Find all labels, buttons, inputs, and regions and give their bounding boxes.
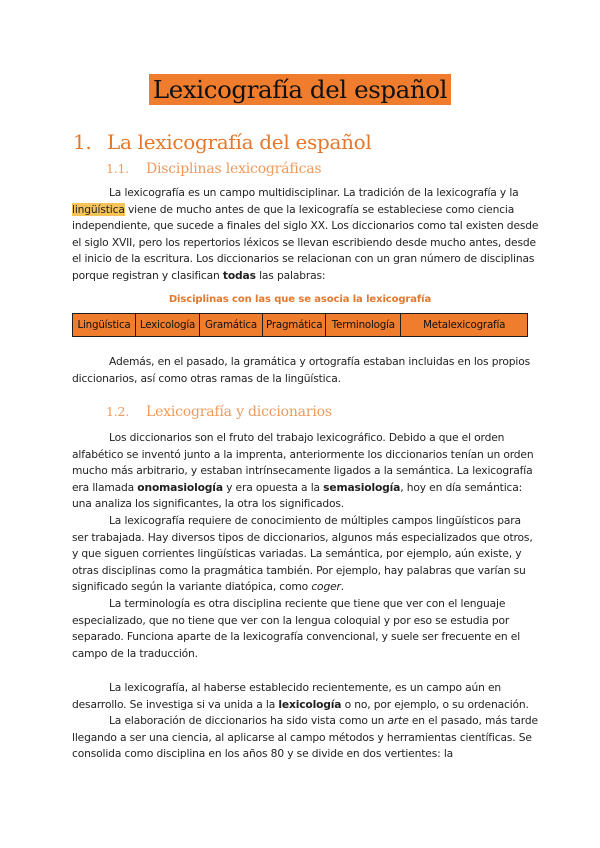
paragraph-3-text-a: Los diccionarios son el fruto del trabajo lexicográfico. Debido a que el orden alfabético se inventó junto a la imprenta, anteriormente los diccionarios tenían un orden mucho más arbitrario, y estaban intrínsecamente ligados a la semántica. La lexicografía era llamada xyxy=(72,431,534,494)
italic-term-arte: arte xyxy=(387,714,409,727)
table-cell: Terminología xyxy=(326,314,401,337)
table-row xyxy=(73,314,528,337)
bold-term-lexicologia: lexicología xyxy=(278,697,342,711)
table-cell: Metalexicografía xyxy=(401,314,528,337)
paragraph-4 xyxy=(72,513,540,596)
paragraph-6-text-a: La lexicografía, al haberse establecido recientemente, es un campo aún en desarrollo. Se investiga si va unida a la xyxy=(72,681,502,711)
subsection-heading-1 xyxy=(106,161,321,177)
paragraph-4-text-b: . xyxy=(340,580,344,594)
paragraph-7-text-a: La elaboración de diccionarios ha sido vista como un xyxy=(109,714,388,727)
subsection-number-2: 1.2. xyxy=(106,404,130,419)
table-caption: Disciplinas con las que se asocia la lexicografía xyxy=(168,294,432,305)
table-cell: Lingüística xyxy=(73,314,136,337)
subsection-title-2: Lexicografía y diccionarios xyxy=(146,404,332,420)
disciplines-table xyxy=(72,313,528,337)
paragraph-7 xyxy=(72,713,540,763)
italic-term-coger: coger xyxy=(311,580,341,594)
paragraph-1 xyxy=(72,185,540,285)
paragraph-2: Además, en el pasado, la gramática y ortografía estaban incluidas en los propios diccionarios, así como otras ramas de la lingüística. xyxy=(72,355,531,385)
paragraph-6 xyxy=(72,680,540,713)
bold-term-semasiologia: semasiología xyxy=(323,480,401,494)
paragraph-3 xyxy=(72,430,540,513)
page-title-wrap xyxy=(0,74,600,105)
paragraph-6-text-b: o no, por ejemplo, o su ordenación. xyxy=(341,697,529,711)
paragraph-1-text-c: las palabras: xyxy=(255,268,326,282)
subsection-title-1: Disciplinas lexicográficas xyxy=(146,161,322,177)
table-cell: Gramática xyxy=(200,314,263,337)
table-cell: Lexicología xyxy=(136,314,200,337)
subsection-number-1: 1.1. xyxy=(106,161,130,176)
page-title: Lexicografía del español xyxy=(149,74,451,105)
section-title: La lexicografía del español xyxy=(107,130,372,154)
paragraph-3-text-c: , hoy en día semántica: una analiza los significantes, la otra los significados. xyxy=(72,480,523,511)
bold-term-onomasiologia: onomasiología xyxy=(137,480,223,494)
subsection-heading-2 xyxy=(106,404,332,420)
paragraph-4-text-a: La lexicografía requiere de conocimiento de múltiples campos lingüísticos para ser trabajada. Hay diversos tipos de diccionarios, algunos más especializados que otros, y que siguen corrientes lingüísticas variadas. La semántica, por ejemplo, aún existe, y otras disciplinas como la pragmática también. Por ejemplo, hay palabras que varían su significado según la variante diatópica, como xyxy=(72,514,533,594)
section-number: 1. xyxy=(73,130,92,154)
highlighted-term: lingüística xyxy=(72,202,125,216)
section-heading xyxy=(73,130,372,154)
paragraph-5: La terminología es otra disciplina reciente que tiene que ver con el lenguaje especializado, que no tiene que ver con la lengua coloquial y por eso se estudia por separado. Funciona aparte de la lexicografía convencional, y suele ser frecuente en el campo de la traducción. xyxy=(72,597,521,660)
paragraph-1-text-b: viene de mucho antes de que la lexicografía se estableciese como ciencia independiente, que sucede a finales del siglo XX. Los diccionarios como tal existen desde el siglo XVII, pero los repertorios léxicos se llevan escribiendo desde mucho antes, desde el inicio de la escritura. Los diccionarios se relacionan con un gran número de disciplinas porque registran y clasifican xyxy=(72,202,539,282)
bold-term-todas: todas xyxy=(222,268,256,282)
paragraph-3-text-b: y era opuesta a la xyxy=(222,480,324,494)
paragraph-7-text-b: en el pasado, más tarde llegando a ser una ciencia, al aplicarse al campo métodos y herramientas científicas. Se consolida como disciplina en los años 80 y se divide en dos vertientes: la xyxy=(72,714,538,761)
paragraph-1-text-a: La lexicografía es un campo multidisciplinar. La tradición de la lexicografía y la xyxy=(109,186,519,199)
table-cell: Pragmática xyxy=(263,314,326,337)
